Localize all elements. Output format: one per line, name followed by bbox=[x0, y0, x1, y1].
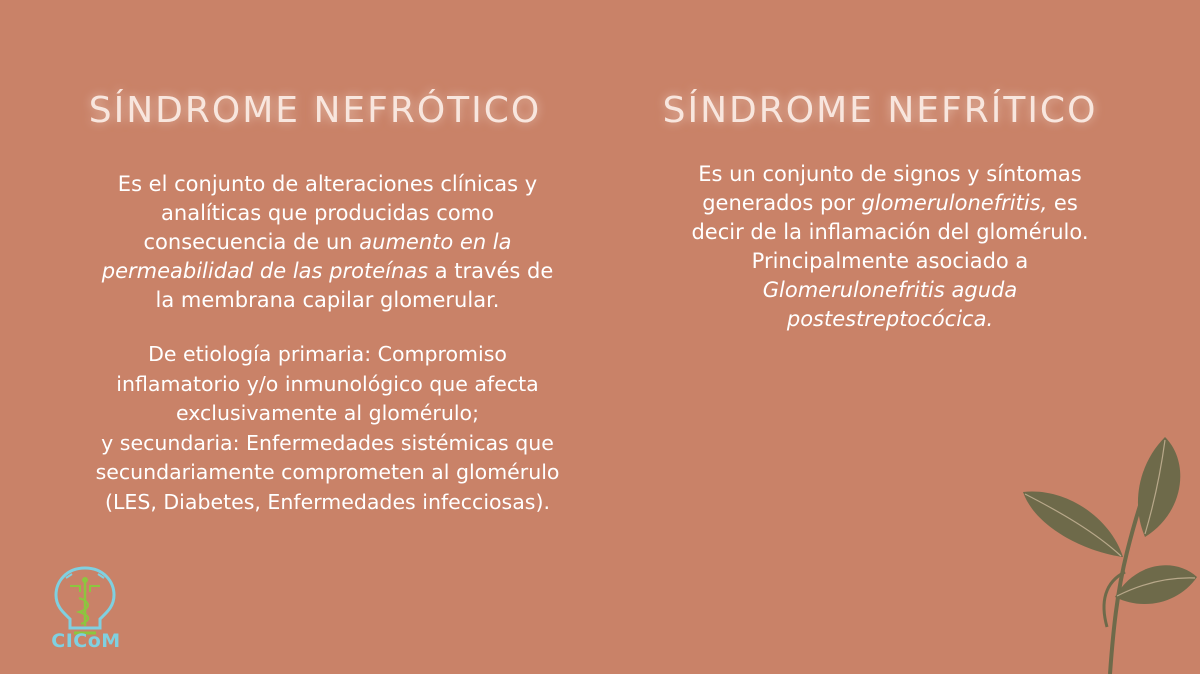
nephrotic-title: SÍNDROME NEFRÓTICO bbox=[88, 90, 542, 131]
emphasis-text: postestreptocócica. bbox=[786, 307, 994, 331]
text-line: secundariamente comprometen al glomérulo bbox=[95, 460, 560, 484]
text-line: (LES, Diabetes, Enfermedades infecciosas). bbox=[104, 489, 550, 514]
nephritic-definition bbox=[665, 160, 1115, 334]
text-line bbox=[80, 228, 575, 257]
text-line: exclusivamente al glomérulo; bbox=[176, 401, 479, 425]
emphasis-text: glomerulonefritis, bbox=[861, 191, 1048, 215]
text-line: Es un conjunto de signos y síntomas bbox=[698, 162, 1082, 186]
text-line: la membrana capilar glomerular. bbox=[155, 288, 500, 312]
emphasis-text: permeabilidad de las proteínas bbox=[101, 259, 429, 283]
text-line bbox=[665, 276, 1115, 305]
text-fragment: a través de bbox=[428, 259, 554, 283]
text-line: analíticas que producidas como bbox=[161, 201, 494, 225]
nephrotic-definition bbox=[80, 170, 575, 315]
emphasis-text: aumento en la bbox=[359, 230, 512, 254]
text-line: Es el conjunto de alteraciones clínicas y bbox=[117, 172, 538, 196]
text-line: decir de la inflamación del glomérulo. bbox=[691, 220, 1089, 244]
text-fragment: consecuencia de un bbox=[143, 230, 360, 254]
text-line bbox=[665, 189, 1115, 218]
text-line bbox=[80, 257, 575, 286]
leaf-plant-icon bbox=[1015, 432, 1200, 674]
text-line: inflamatorio y/o inmunológico que afecta bbox=[116, 371, 539, 396]
text-line: De etiología primaria: Compromiso bbox=[148, 342, 507, 366]
nephritic-title: SÍNDROME NEFRÍTICO bbox=[662, 90, 1098, 131]
text-fragment: es bbox=[1047, 191, 1078, 215]
text-line: y secundaria: Enfermedades sistémicas que bbox=[101, 430, 554, 455]
nephrotic-etiology bbox=[80, 340, 575, 517]
text-fragment: generados por bbox=[702, 191, 862, 215]
emphasis-text: Glomerulonefritis aguda bbox=[762, 278, 1018, 302]
logo-text: CICoM bbox=[51, 630, 121, 652]
text-line bbox=[665, 305, 1115, 334]
text-line: Principalmente asociado a bbox=[751, 249, 1029, 273]
